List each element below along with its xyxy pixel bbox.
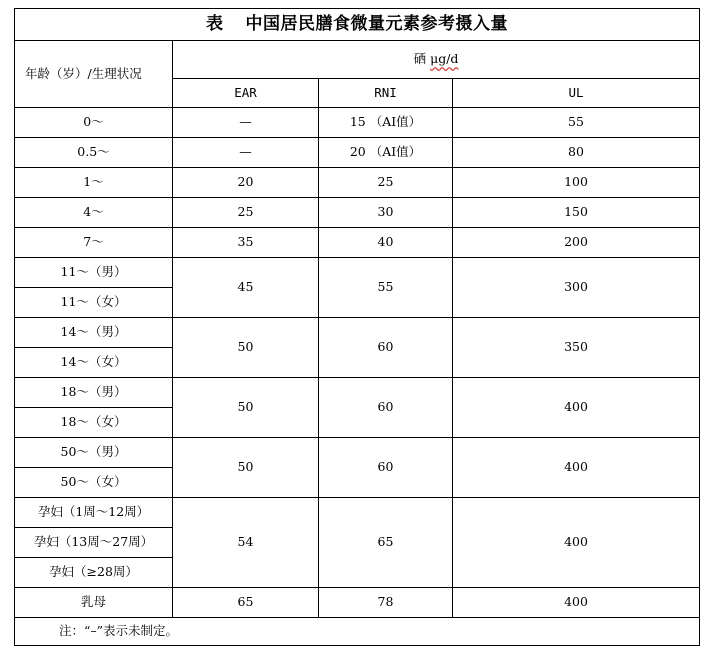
ear-cell: 20 xyxy=(173,168,319,198)
table-title xyxy=(15,9,700,41)
table-row xyxy=(15,588,700,618)
ul-cell: 100 xyxy=(453,168,700,198)
selenium-reference-table xyxy=(14,8,700,646)
ear-cell: — xyxy=(173,108,319,138)
ul-cell: 300 xyxy=(453,258,700,318)
rni-cell: 65 xyxy=(319,498,453,588)
age-cell: 0.5～ xyxy=(15,138,173,168)
table-title-text: 中国居民膳食微量元素参考摄入量 xyxy=(245,14,508,34)
nutrient-unit: μg/d xyxy=(430,51,459,67)
ear-cell: 25 xyxy=(173,198,319,228)
rni-cell: 30 xyxy=(319,198,453,228)
table-title-prefix: 表 xyxy=(206,14,224,34)
age-cell: 14～（女） xyxy=(15,348,173,378)
age-cell: 1～ xyxy=(15,168,173,198)
age-cell: 孕妇（≥28周） xyxy=(15,558,173,588)
age-cell: 18～（女） xyxy=(15,408,173,438)
column-header-rni: RNI xyxy=(319,79,453,108)
age-column-header: 年龄（岁）/生理状况 xyxy=(15,41,173,108)
ul-cell: 400 xyxy=(453,378,700,438)
rni-cell: 60 xyxy=(319,378,453,438)
ear-cell: — xyxy=(173,138,319,168)
age-cell: 11～（女） xyxy=(15,288,173,318)
age-cell: 0～ xyxy=(15,108,173,138)
age-cell: 18～（男） xyxy=(15,378,173,408)
table-row xyxy=(15,498,700,528)
table-row xyxy=(15,228,700,258)
age-cell: 4～ xyxy=(15,198,173,228)
table-row xyxy=(15,108,700,138)
ear-cell: 50 xyxy=(173,438,319,498)
age-cell: 乳母 xyxy=(15,588,173,618)
table-row xyxy=(15,138,700,168)
table-row xyxy=(15,168,700,198)
ul-cell: 400 xyxy=(453,588,700,618)
rni-cell: 60 xyxy=(319,318,453,378)
table-note: 注：“–”表示未制定。 xyxy=(15,618,700,646)
table-row xyxy=(15,318,700,348)
ear-cell: 45 xyxy=(173,258,319,318)
column-header-ul: UL xyxy=(453,79,700,108)
ul-cell: 400 xyxy=(453,438,700,498)
age-cell: 7～ xyxy=(15,228,173,258)
column-header-ear: EAR xyxy=(173,79,319,108)
ear-cell: 50 xyxy=(173,318,319,378)
ul-cell: 350 xyxy=(453,318,700,378)
ul-cell: 80 xyxy=(453,138,700,168)
rni-cell: 25 xyxy=(319,168,453,198)
rni-cell: 60 xyxy=(319,438,453,498)
ul-cell: 200 xyxy=(453,228,700,258)
age-cell: 50～（女） xyxy=(15,468,173,498)
age-cell: 孕妇（13周～27周） xyxy=(15,528,173,558)
rni-cell: 20 （AI值） xyxy=(319,138,453,168)
table-row xyxy=(15,258,700,288)
ul-cell: 400 xyxy=(453,498,700,588)
table-row xyxy=(15,198,700,228)
ear-cell: 35 xyxy=(173,228,319,258)
nutrient-name: 硒 xyxy=(413,51,427,67)
nutrient-header xyxy=(173,41,700,79)
table-row xyxy=(15,438,700,468)
ear-cell: 65 xyxy=(173,588,319,618)
age-cell: 14～（男） xyxy=(15,318,173,348)
age-cell: 11～（男） xyxy=(15,258,173,288)
ear-cell: 54 xyxy=(173,498,319,588)
table-row xyxy=(15,378,700,408)
rni-cell: 55 xyxy=(319,258,453,318)
rni-cell: 15 （AI值） xyxy=(319,108,453,138)
age-cell: 50～（男） xyxy=(15,438,173,468)
rni-cell: 40 xyxy=(319,228,453,258)
rni-cell: 78 xyxy=(319,588,453,618)
ul-cell: 55 xyxy=(453,108,700,138)
ul-cell: 150 xyxy=(453,198,700,228)
ear-cell: 50 xyxy=(173,378,319,438)
age-cell: 孕妇（1周～12周） xyxy=(15,498,173,528)
